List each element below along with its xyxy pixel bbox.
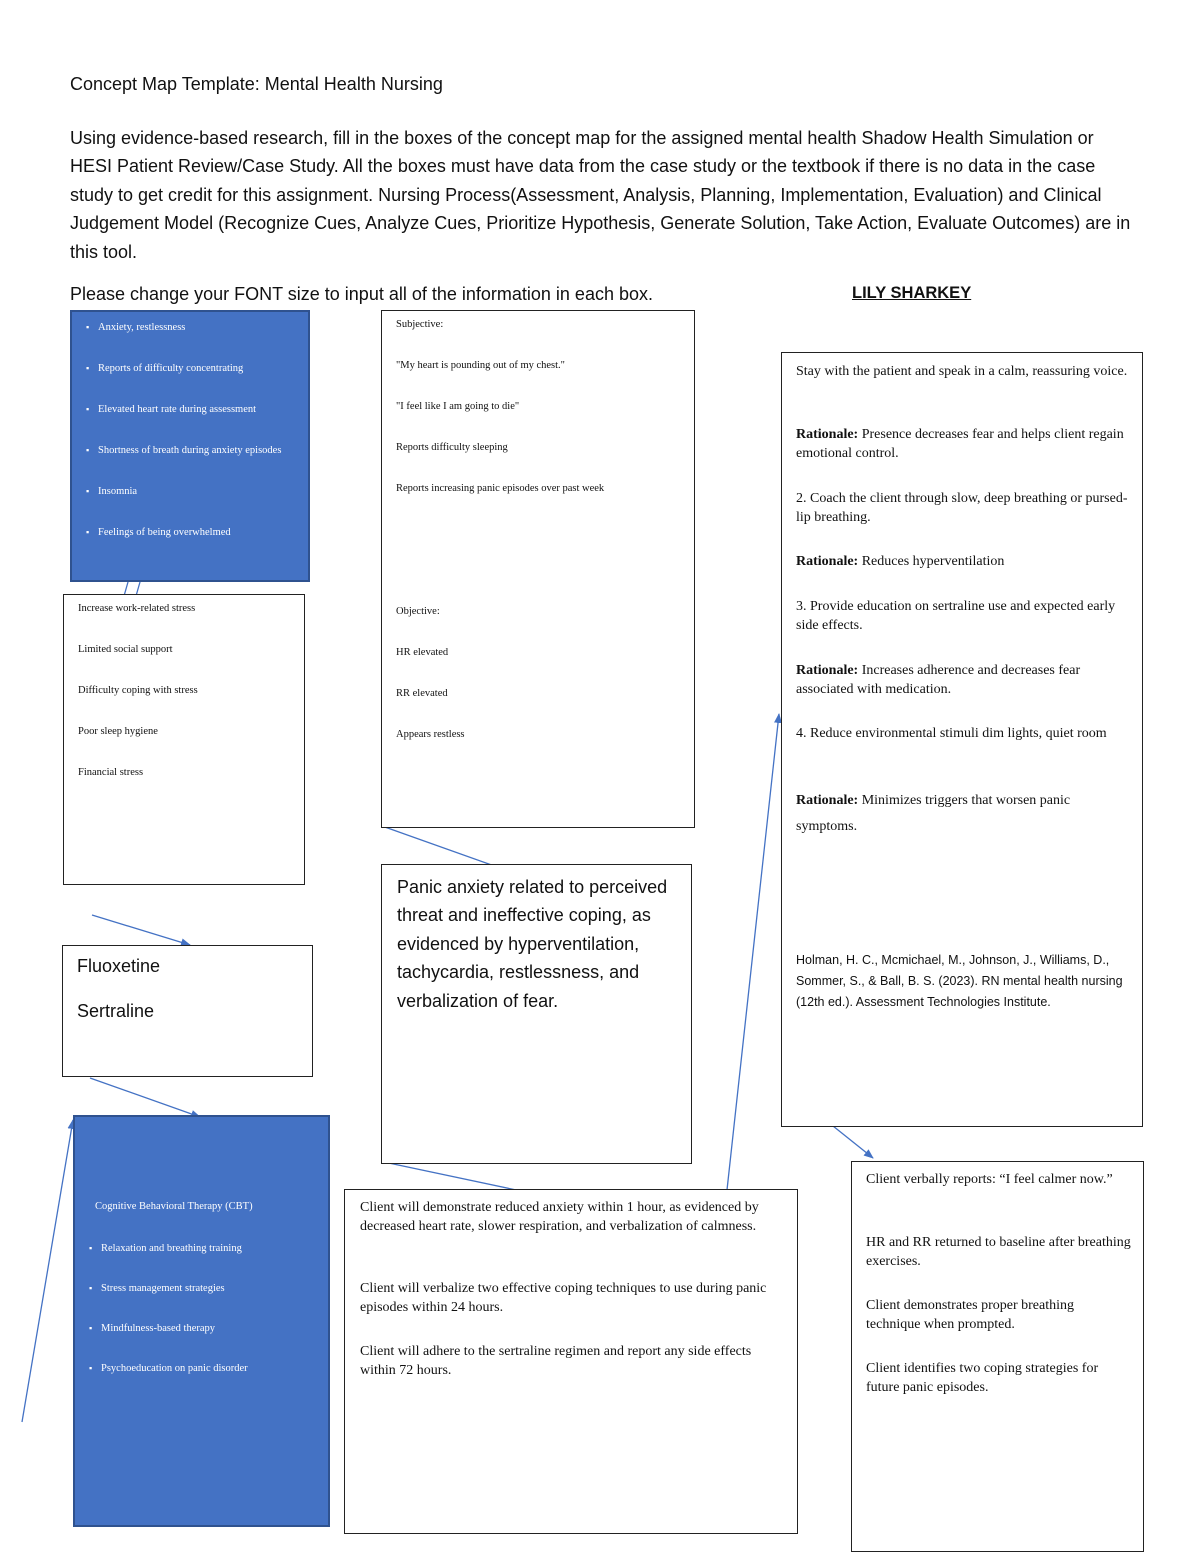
risk-factors-box xyxy=(63,594,305,885)
intervention-item: 2. Coach the client through slow, deep breathing or pursed-lip breathing. xyxy=(796,491,1128,525)
subjective-item: Reports increasing panic episodes over past week xyxy=(396,483,605,494)
rationale-label: Rationale: xyxy=(796,427,859,442)
evaluation-item: Client demonstrates proper breathing technique when prompted. xyxy=(866,1298,1074,1332)
nursing-diagnosis-text: Panic anxiety related to perceived threat and ineffective coping, as evidenced by hyperventilation, tachycardia, restlessness, and verbalization of fear. xyxy=(397,877,668,1011)
rationale-text: Presence decreases fear and helps client regain emotional control. xyxy=(796,427,1124,461)
arrow-to-therapies xyxy=(90,1078,200,1117)
student-name: LILY SHARKEY xyxy=(852,284,972,302)
risk-factor-item: Limited social support xyxy=(78,644,173,655)
symptom-item: ▪ Shortness of breath during anxiety episodes xyxy=(86,445,296,456)
rationale-label: Rationale: xyxy=(796,554,859,569)
interventions-box xyxy=(781,352,1143,1127)
rationale-item xyxy=(796,788,1128,840)
symptom-item: ▪ Elevated heart rate during assessment xyxy=(86,404,296,415)
therapies-box xyxy=(73,1115,330,1527)
medications-box xyxy=(62,945,313,1077)
rationale-item xyxy=(796,661,1128,699)
evaluation-item: Client identifies two coping strategies for future panic episodes. xyxy=(866,1361,1099,1395)
symptom-item: ▪ Insomnia xyxy=(86,486,296,497)
rationale-text: Reduces hyperventilation xyxy=(861,554,1005,569)
medication-item: Sertraline xyxy=(77,1001,155,1021)
risk-factor-item: Difficulty coping with stress xyxy=(78,685,198,696)
nursing-diagnosis-box xyxy=(381,864,692,1164)
goals-box xyxy=(344,1189,798,1534)
font-size-note: Please change your FONT size to input all of the information in each box. xyxy=(70,284,653,304)
symptom-item: ▪ Anxiety, restlessness xyxy=(86,322,296,333)
evaluation-box xyxy=(851,1161,1144,1552)
subjective-item: "I feel like I am going to die" xyxy=(396,401,520,412)
rationale-item xyxy=(796,552,1128,571)
objective-item: RR elevated xyxy=(396,688,448,699)
therapy-item: ▪ Stress management strategies xyxy=(89,1283,319,1294)
rationale-text: Minimizes triggers that worsen panic symptoms. xyxy=(796,793,1071,834)
intervention-item: 4. Reduce environmental stimuli dim lights, quiet room xyxy=(796,726,1107,741)
goal-item: Client will verbalize two effective coping techniques to use during panic episodes within 24 hours. xyxy=(360,1281,767,1315)
reference-citation: Holman, H. C., Mcmichael, M., Johnson, J., Williams, D., Sommer, S., & Ball, B. S. (2023). RN mental health nursing (12th ed.). Assessment Technologies Institute. xyxy=(796,953,1123,1009)
intervention-item: 3. Provide education on sertraline use and expected early side effects. xyxy=(796,599,1116,633)
objective-label: Objective: xyxy=(396,606,440,617)
subjective-label: Subjective: xyxy=(396,319,444,330)
symptom-item: ▪ Reports of difficulty concentrating xyxy=(86,363,296,374)
instructions-paragraph: Using evidence-based research, fill in the boxes of the concept map for the assigned mental health Shadow Health Simulation or HESI Patient Review/Case Study. All the boxes must have data from the case study or the textbook if there is no data in the case study to get credit for this assignment. Nursing Process(Assessment, Analysis, Planning, Implementation, Evaluation) and Clinical Judgement Model (Recognize Cues, Analyze Cues, Prioritize Hypothesis, Generate Solution, Take Action, Evaluate Outcomes) are in this tool. xyxy=(70,128,1131,262)
rationale-item xyxy=(796,425,1128,463)
objective-item: Appears restless xyxy=(396,729,465,740)
evaluation-item: HR and RR returned to baseline after breathing exercises. xyxy=(866,1235,1131,1269)
risk-factor-item: Financial stress xyxy=(78,767,144,778)
therapy-heading: Cognitive Behavioral Therapy (CBT) xyxy=(95,1201,253,1212)
symptom-item: ▪ Feelings of being overwhelmed xyxy=(86,527,296,538)
therapy-item: ▪ Psychoeducation on panic disorder xyxy=(89,1363,319,1374)
rationale-label: Rationale: xyxy=(796,793,859,808)
risk-factor-item: Increase work-related stress xyxy=(78,603,196,614)
subjective-item: Reports difficulty sleeping xyxy=(396,442,508,453)
intervention-item: Stay with the patient and speak in a calm, reassuring voice. xyxy=(796,364,1128,379)
assessment-box xyxy=(381,310,695,828)
medication-item: Fluoxetine xyxy=(77,956,161,976)
goal-item: Client will demonstrate reduced anxiety within 1 hour, as evidenced by decreased heart rate, slower respiration, and verbalization of calmness. xyxy=(360,1200,759,1234)
document-title: Concept Map Template: Mental Health Nursing xyxy=(70,74,443,94)
rationale-text: Increases adherence and decreases fear associated with medication. xyxy=(796,663,1081,697)
rationale-label: Rationale: xyxy=(796,663,859,678)
evaluation-item: Client verbally reports: “I feel calmer now.” xyxy=(866,1172,1113,1187)
therapy-item: ▪ Mindfulness-based therapy xyxy=(89,1323,319,1334)
objective-item: HR elevated xyxy=(396,647,449,658)
symptoms-box xyxy=(70,310,310,582)
arrow-up-therapies xyxy=(22,1120,73,1422)
subjective-item: "My heart is pounding out of my chest." xyxy=(396,360,565,371)
arrow-to-medications xyxy=(92,915,190,945)
arrow-goals-to-interventions xyxy=(727,714,779,1190)
risk-factor-item: Poor sleep hygiene xyxy=(78,726,158,737)
goal-item: Client will adhere to the sertraline regimen and report any side effects within 72 hours. xyxy=(360,1344,752,1378)
therapy-item: ▪ Relaxation and breathing training xyxy=(89,1243,319,1254)
